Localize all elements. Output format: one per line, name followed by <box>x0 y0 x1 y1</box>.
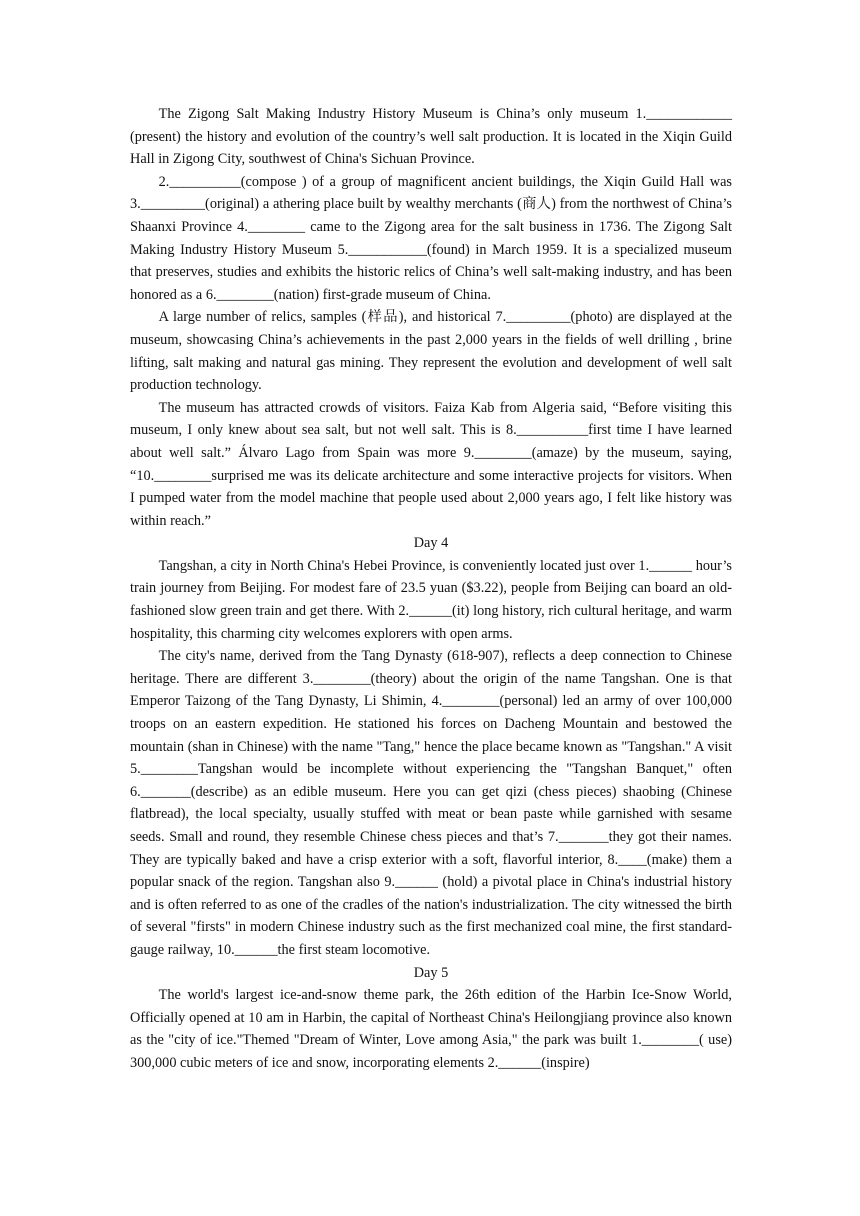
paragraph: The world's largest ice-and-snow theme park, the 26th edition of the Harbin Ice-Snow World, Officially opened at 10 am in Harbin, the capital of Northeast China's Heilongjiang province also known as the "city of ice."Themed "Dream of Winter, Love among Asia," the park was built 1.________( use) 300,000 cubic meters of ice and snow, incorporating elements 2.______(inspire) <box>130 987 732 1071</box>
paragraph: A large number of relics, samples (样品), and historical 7._________(photo) are displayed at the museum, showcasing China’s achievements in the past 2,000 years in the fields of well drilling , brine lifting, salt making and natural gas mining. They represent the evolution and development of well salt production technology. <box>130 309 732 394</box>
section-heading: Day 4 <box>413 535 449 552</box>
paragraph: 2.__________(compose ) of a group of magnificent ancient buildings, the Xiqin Guild Hall was 3._________(original) a athering place built by wealthy merchants (商人) from the northwest of China’s Shaanxi Province 4.________ came to the Zigong area for the salt business in 1736. The Zigong Salt Making Industry History Museum 5.___________(found) in March 1959. It is a specialized museum that preserves, studies and exhibits the historic relics of China’s well salt-making industry, and has been honored as a 6.________(nation) first-grade museum of China. <box>130 173 732 303</box>
document-page <box>130 103 732 1075</box>
paragraph: The Zigong Salt Making Industry History Museum is China’s only museum 1.____________ (present) the history and evolution of the country’s well salt production. It is located in the Xiqin Guild Hall in Zigong City, southwest of China's Sichuan Province. <box>130 106 732 168</box>
section-heading: Day 5 <box>413 964 449 981</box>
paragraph: The city's name, derived from the Tang Dynasty (618-907), reflects a deep connection to Chinese heritage. There are different 3.________(theory) about the origin of the name Tangshan. One is that Emperor Taizong of the Tang Dynasty, Li Shimin, 4.________(personal) led an army of over 100,000 troops on an eastern expedition. He stationed his forces on Dacheng Mountain and bestowed the mountain (shan in Chinese) with the name "Tang," hence the place became known as "Tangshan." A visit 5.________Tangshan would be incomplete without experiencing the "Tangshan Banquet," often 6._______(describe) as an edible museum. Here you can get qizi (chess pieces) shaobing (Chinese flatbread), the local specialty, usually stuffed with meat or bean paste while garnished with sesame seeds. Small and round, they resemble Chinese chess pieces and that’s 7._______they got their names. They are typically baked and have a crisp exterior with a soft, flavorful interior, 8.____(make) them a popular snack of the region. Tangshan also 9.______ (hold) a pivotal place in China's industrial history and is often referred to as one of the cradles of the nation's industrialization. The city witnessed the birth of several "firsts" in modern Chinese industry such as the first mechanized coal mine, the first standard-gauge railway, 10.______the first steam locomotive. <box>130 648 732 958</box>
section-day-4 <box>130 532 732 961</box>
paragraph: Tangshan, a city in North China's Hebei Province, is conveniently located just over 1.______ hour’s train journey from Beijing. For modest fare of 23.5 yuan ($3.22), people from Beijing can board an old-fashioned slow green train and get there. With 2.______(it) long history, rich cultural heritage, and warm hospitality, this charming city welcomes explorers with open arms. <box>130 557 732 642</box>
section-museum <box>130 103 732 532</box>
paragraph: The museum has attracted crowds of visitors. Faiza Kab from Algeria said, “Before visiting this museum, I only knew about sea salt, but not well salt. This is 8.__________first time I have learned about well salt.” Álvaro Lago from Spain was more 9.________(amaze) by the museum, saying, “10.________surprised me was its delicate architecture and some interactive projects for visitors. When I pumped water from the model machine that people used about 2,000 years ago, I felt like history was within reach.” <box>130 399 732 529</box>
section-day-5 <box>130 962 732 1075</box>
